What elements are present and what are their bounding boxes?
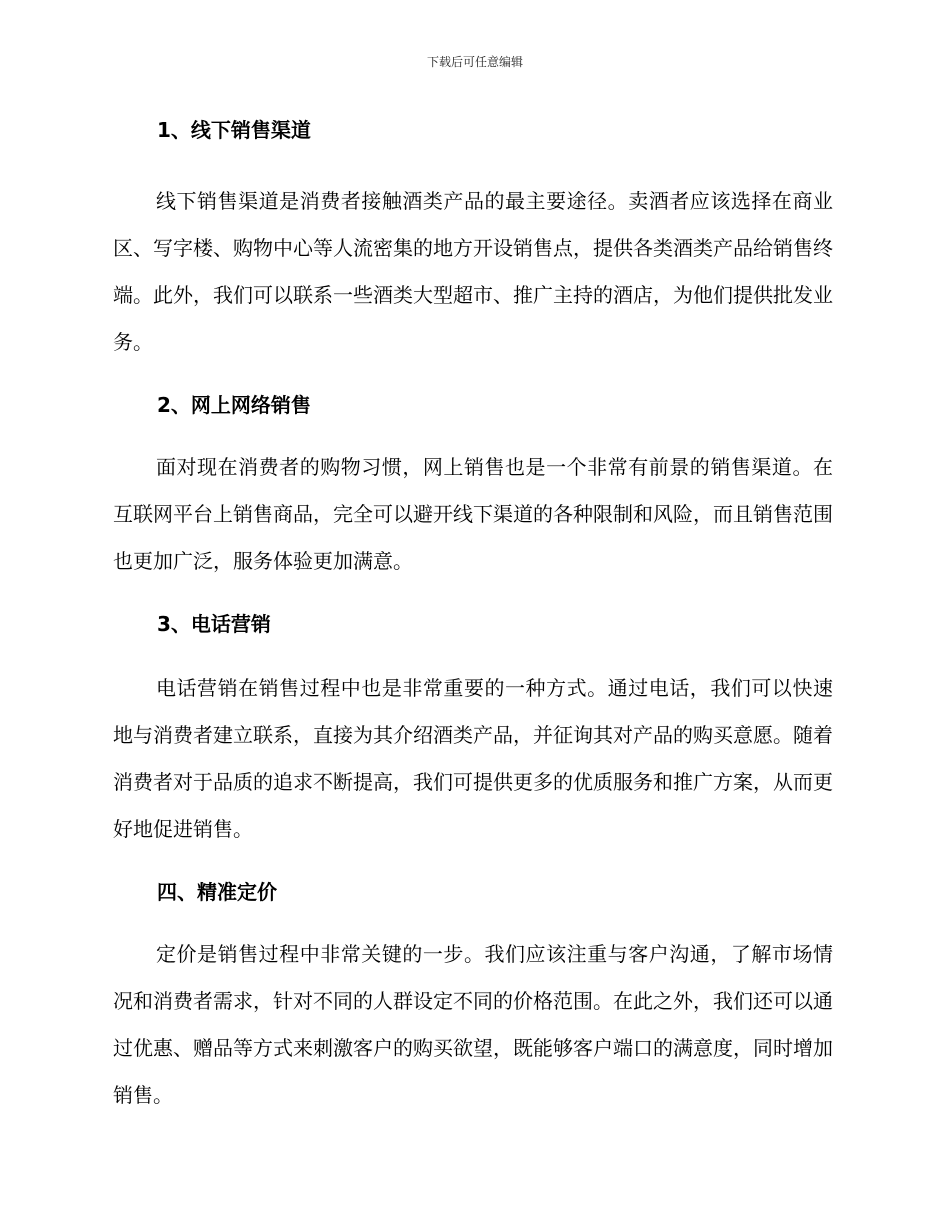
page-header-note: 下载后可任意编辑 (426, 55, 523, 69)
section-paragraph: 面对现在消费者的购物习惯，网上销售也是一个非常有前景的销售渠道。在互联网平台上销售商品，完全可以避开线下渠道的各种限制和风险，而且销售范围也更加广泛，服务体验更加满意。 (113, 455, 833, 573)
document-body (113, 110, 833, 1119)
section-phone-marketing (113, 604, 833, 853)
section-paragraph: 电话营销在销售过程中也是非常重要的一种方式。通过电话，我们可以快速地与消费者建立联系，直接为其介绍酒类产品，并征询其对产品的购买意愿。随着消费者对于品质的追求不断提高，我们可提供更多的优质服务和推广方案，从而更好地促进销售。 (113, 676, 833, 841)
section-precise-pricing (113, 872, 833, 1119)
section-paragraph: 线下销售渠道是消费者接触酒类产品的最主要途径。卖酒者应该选择在商业区、写字楼、购物中心等人流密集的地方开设销售点，提供各类酒类产品给销售终端。此外，我们可以联系一些酒类大型超市、推广主持的酒店，为他们提供批发业务。 (113, 189, 833, 354)
section-heading: 2、网上网络销售 (157, 393, 311, 417)
section-heading: 3、电话营销 (157, 612, 271, 636)
section-online-sales (113, 385, 833, 585)
section-paragraph: 定价是销售过程中非常关键的一步。我们应该注重与客户沟通，了解市场情况和消费者需求，针对不同的人群设定不同的价格范围。在此之外，我们还可以通过优惠、赠品等方式来刺激客户的购买欲望，既能够客户端口的满意度，同时增加销售。 (113, 942, 833, 1107)
section-heading: 四、精准定价 (157, 880, 277, 904)
section-offline-sales (113, 110, 833, 366)
section-heading: 1、线下销售渠道 (157, 118, 311, 142)
